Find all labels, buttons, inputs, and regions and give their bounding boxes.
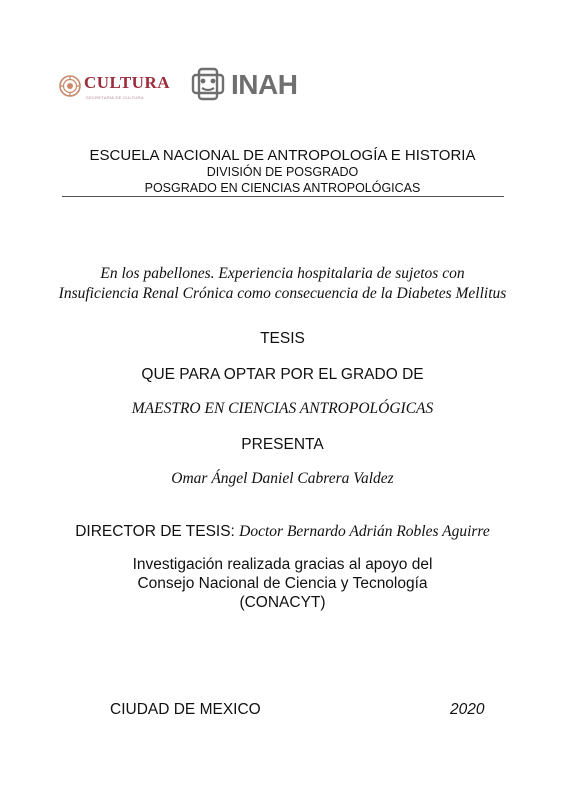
- author-name: Omar Ángel Daniel Cabrera Valdez: [171, 470, 394, 487]
- thesis-title-line-2: Insuficiencia Renal Crónica como consecuencia de la Diabetes Mellitus: [58, 285, 507, 302]
- director-row: [0, 523, 565, 541]
- inah-logo: [190, 66, 310, 106]
- acknowledgement-line-2: Consejo Nacional de Ciencia y Tecnología: [137, 575, 428, 592]
- director-label: DIRECTOR DE TESIS:: [75, 523, 235, 540]
- document-type: TESIS: [260, 330, 305, 347]
- degree-name: MAESTRO EN CIENCIAS ANTROPOLÓGICAS: [131, 400, 434, 417]
- inah-glyph-icon: [190, 66, 226, 102]
- header-divider: [62, 196, 504, 197]
- cultura-emblem-icon: [58, 74, 82, 98]
- city: CIUDAD DE MEXICO: [110, 701, 261, 718]
- inah-wordmark: INAH: [231, 69, 298, 100]
- division-name: DIVISIÓN DE POSGRADO: [206, 165, 359, 179]
- year: 2020: [450, 701, 485, 718]
- cultura-logo: [58, 70, 178, 106]
- degree-purpose: QUE PARA OPTAR POR EL GRADO DE: [141, 366, 424, 383]
- director-name: Doctor Bernardo Adrián Robles Aguirre: [239, 523, 490, 540]
- thesis-title-line-1: En los pabellones. Experiencia hospitalaria de sujetos con: [100, 265, 465, 282]
- acknowledgement-line-3: (CONACYT): [239, 594, 326, 611]
- acknowledgement-line-1: Investigación realizada gracias al apoyo del: [132, 556, 433, 573]
- presents-label: PRESENTA: [241, 436, 324, 453]
- program-name: POSGRADO EN CIENCIAS ANTROPOLÓGICAS: [144, 181, 421, 195]
- cultura-tagline: SECRETARÍA DE CULTURA: [86, 95, 144, 100]
- cultura-wordmark: CULTURA: [84, 73, 171, 92]
- school-name: ESCUELA NACIONAL DE ANTROPOLOGÍA E HISTORIA: [89, 147, 476, 164]
